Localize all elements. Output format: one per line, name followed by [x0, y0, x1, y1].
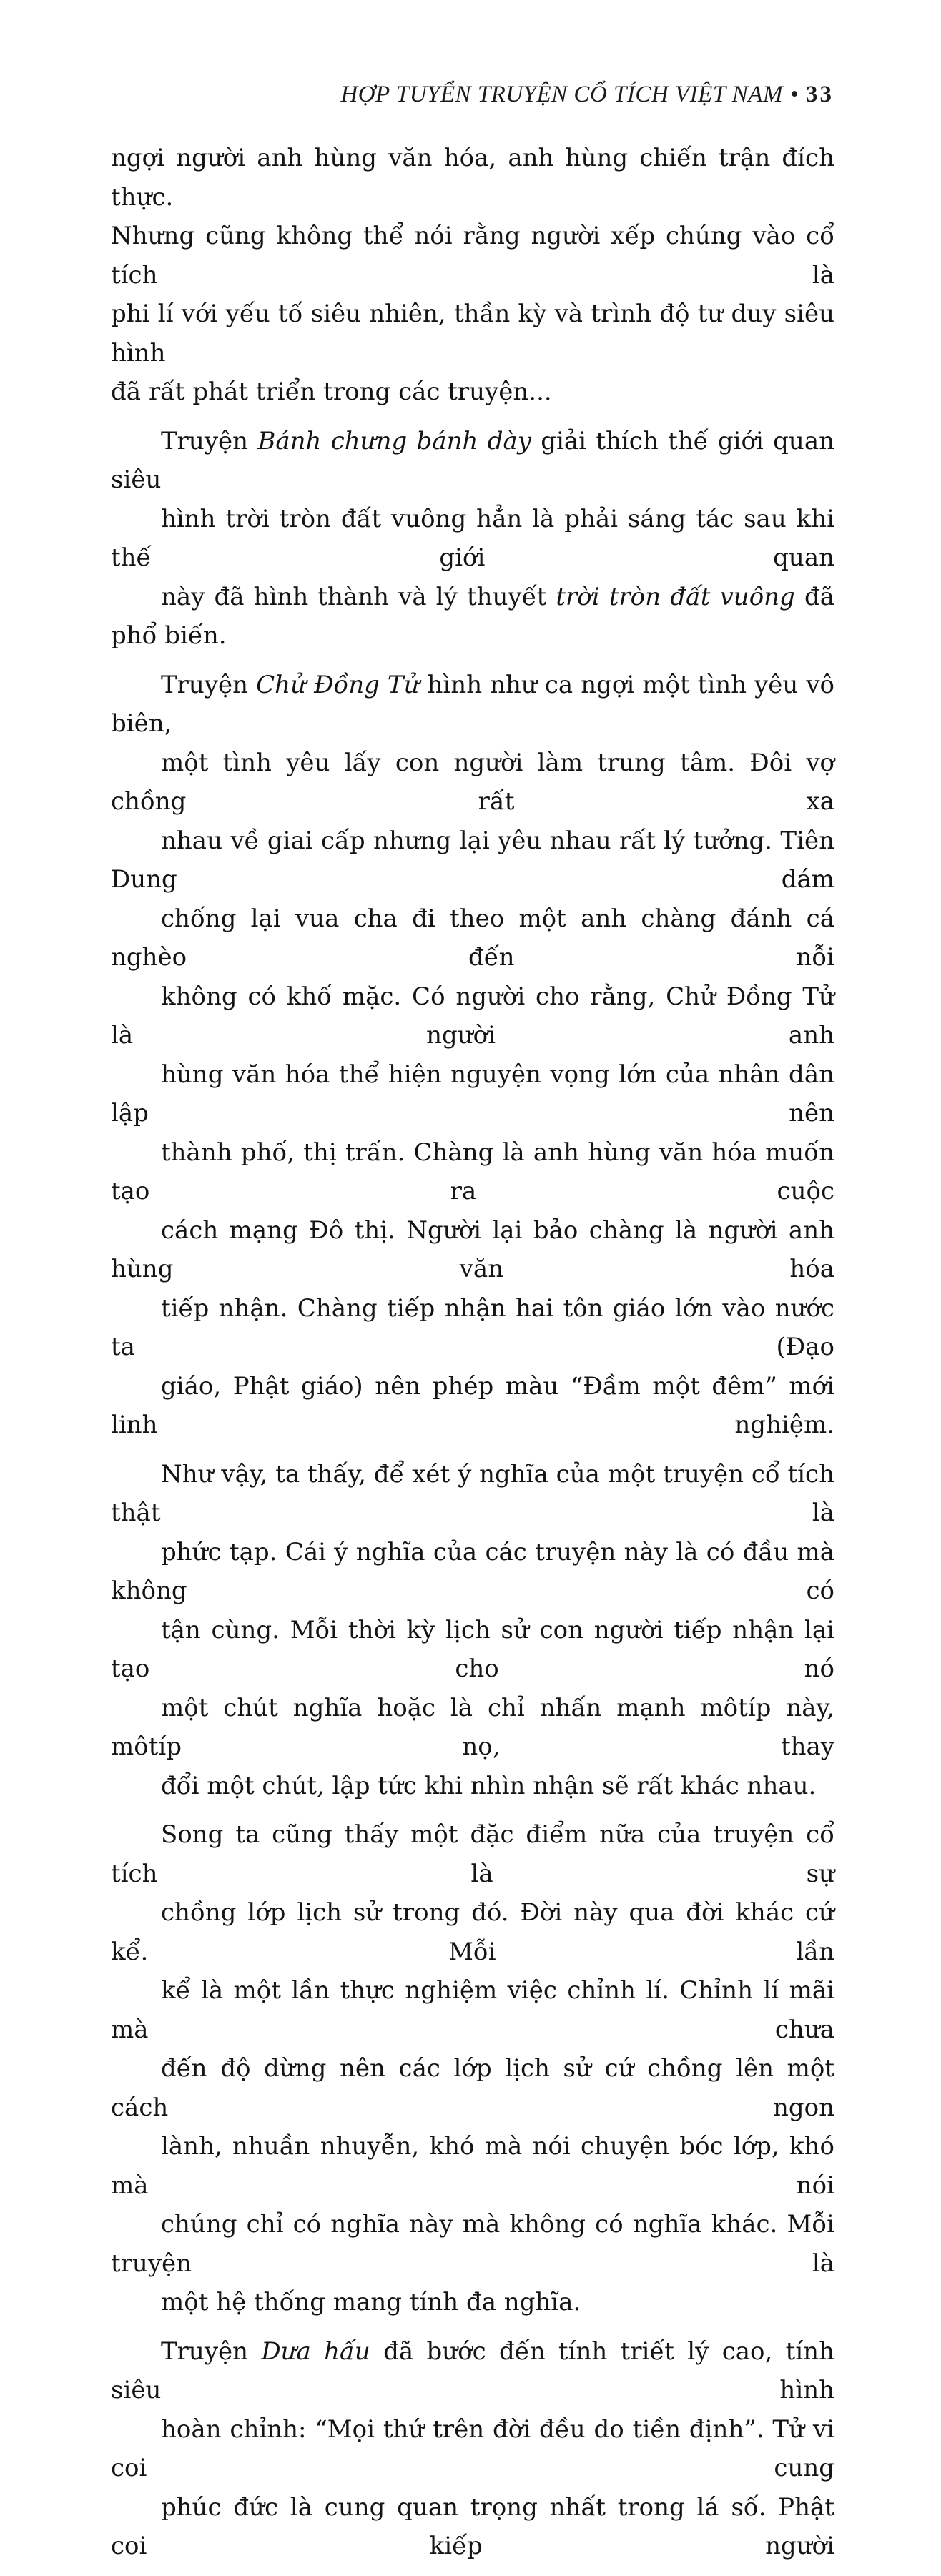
story-title-emphasis: Bánh chưng bánh dày [257, 426, 531, 455]
text-line: ngợi người anh hùng văn hóa, anh hùng chiến trận đích thực. [111, 144, 834, 212]
text-run: Truyện [161, 670, 257, 699]
page-body [111, 139, 834, 2576]
paragraph-meaning [111, 1455, 834, 1806]
text-line: kể là một lần thực nghiệm việc chỉnh lí. Chỉnh lí mãi mà chưa [111, 1976, 834, 2044]
text-line: Nhưng cũng không thể nói rằng người xếp chúng vào cổ tích là [111, 222, 834, 290]
book-title: HỢP TUYỂN TRUYỆN CỔ TÍCH VIỆT NAM [340, 82, 783, 107]
text-line [111, 2332, 834, 2410]
text-line: chúng chỉ có nghĩa này mà không có nghĩa khác. Mỗi truyện là [111, 2210, 834, 2278]
text-line: giáo, Phật giáo) nên phép màu “Đầm một đêm” mới linh nghiệm. [111, 1371, 834, 1439]
text-line: chống lại vua cha đi theo một anh chàng đánh cá nghèo đến nỗi [111, 904, 834, 972]
paragraph-history-layers [111, 1815, 834, 2322]
phrase-emphasis: trời tròn đất vuông [556, 582, 795, 611]
paragraph-banh-chung [111, 422, 834, 656]
text-line: đổi một chút, lập tức khi nhìn nhận sẽ rất khác nhau. [161, 1771, 817, 1800]
text-line [111, 666, 834, 744]
text-run: Truyện [161, 2336, 262, 2366]
story-title-emphasis: Dưa hấu [261, 2336, 370, 2366]
text-line: tận cùng. Mỗi thời kỳ lịch sử con người tiếp nhận lại tạo cho nó [111, 1615, 834, 1683]
header-separator: • [789, 82, 799, 107]
text-line: một chút nghĩa hoặc là chỉ nhấn mạnh môtíp này, môtíp nọ, thay [111, 1693, 834, 1761]
text-line: đến độ dừng nên các lớp lịch sử cứ chồng lên một cách ngon [111, 2054, 834, 2122]
text-line: lành, nhuần nhuyễn, khó mà nói chuyện bóc lớp, khó mà nói [111, 2132, 834, 2200]
text-run: giải thích thế giới quan siêu [111, 426, 834, 494]
text-line: phức tạp. Cái ý nghĩa của các truyện này là có đầu mà không có [111, 1537, 834, 1605]
text-line: một hệ thống mang tính đa nghĩa. [161, 2288, 581, 2316]
text-line: tiếp nhận. Chàng tiếp nhận hai tôn giáo lớn vào nước ta (Đạo [111, 1293, 834, 1361]
text-line: thành phố, thị trấn. Chàng là anh hùng văn hóa muốn tạo ra cuộc [111, 1138, 834, 1205]
text-run: đã bước đến tính triết lý cao, tính siêu hình [111, 2336, 834, 2404]
text-run: Truyện [161, 426, 258, 455]
text-line: một tình yêu lấy con người làm trung tâm. Đôi vợ chồng rất xa [111, 748, 834, 816]
text-line: chồng lớp lịch sử trong đó. Đời này qua đời khác cứ kể. Mỗi lần [111, 1898, 834, 1966]
text-line: Như vậy, ta thấy, để xét ý nghĩa của một truyện cổ tích thật là [111, 1459, 834, 1527]
text-line: phúc đức là cung quan trọng nhất trong lá số. Phật coi kiếp người [111, 2492, 834, 2560]
paragraph-chu-dong-tu [111, 666, 834, 1445]
text-line: cách mạng Đô thị. Người lại bảo chàng là người anh hùng văn hóa [111, 1215, 834, 1283]
text-line: đã rất phát triển trong các truyện... [111, 377, 552, 406]
text-line: hoàn chỉnh: “Mọi thứ trên đời đều do tiền định”. Tử vi coi cung [111, 2414, 834, 2482]
text-run: đã phổ biến. [111, 582, 834, 650]
page-number: 33 [806, 82, 834, 107]
text-line [111, 578, 834, 656]
text-line: hình trời tròn đất vuông hẳn là phải sáng tác sau khi thế giới quan [111, 504, 834, 572]
text-run: này đã hình thành và lý thuyết [161, 582, 556, 611]
text-line: nhau về giai cấp nhưng lại yêu nhau rất lý tưởng. Tiên Dung dám [111, 826, 834, 894]
paragraph-dua-hau [111, 2332, 834, 2566]
text-line [111, 422, 834, 500]
text-line: phi lí với yếu tố siêu nhiên, thần kỳ và trình độ tư duy siêu hình [111, 300, 834, 367]
text-run: hình như ca ngợi một tình yêu vô biên, [111, 670, 834, 738]
text-line: hùng văn hóa thể hiện nguyện vọng lớn của nhân dân lập nên [111, 1060, 834, 1127]
running-header [340, 82, 834, 108]
paragraph-continuation [111, 139, 834, 412]
text-line: Song ta cũng thấy một đặc điểm nữa của truyện cổ tích là sự [111, 1820, 834, 1888]
text-line: không có khố mặc. Có người cho rằng, Chử Đồng Tử là người anh [111, 982, 834, 1050]
story-title-emphasis: Chử Đồng Tử [256, 670, 420, 699]
